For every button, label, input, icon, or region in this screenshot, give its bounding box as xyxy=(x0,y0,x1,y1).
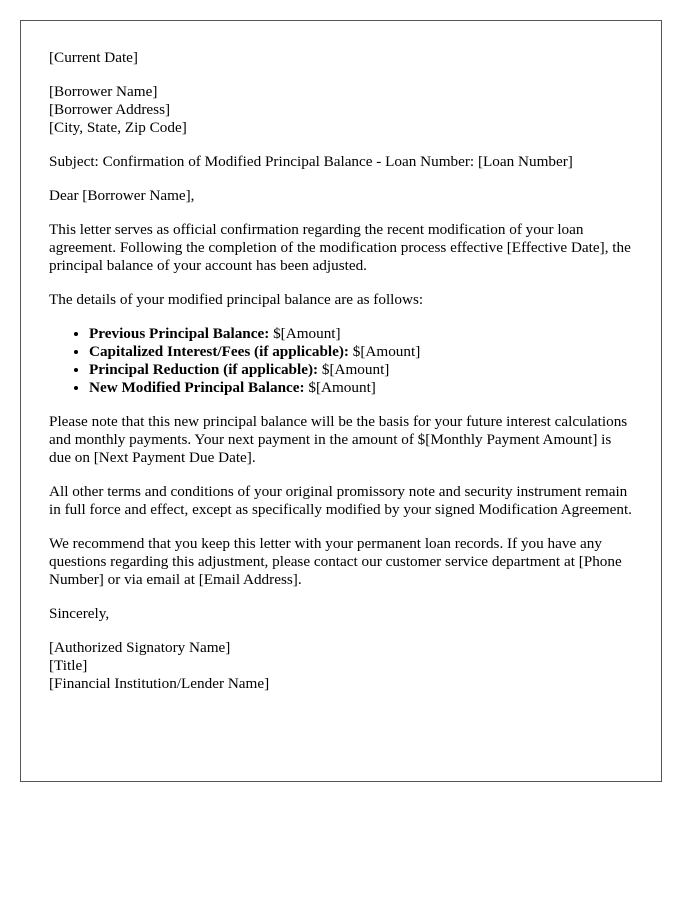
body-paragraph-3: Please note that this new principal balance will be the basis for your future interest calculations and monthly payments. Your next payment in the amount of $[Monthly Payment Amount] is due on [Next Payment Due Date]. xyxy=(49,413,628,466)
signatory-name: [Authorized Signatory Name] xyxy=(49,639,231,656)
detail-value: $[Amount] xyxy=(318,361,390,378)
detail-value: $[Amount] xyxy=(269,325,341,342)
detail-item-new-balance xyxy=(89,379,633,397)
recipient-address: [Borrower Address] xyxy=(49,101,171,118)
letter-date: [Current Date] xyxy=(49,49,138,66)
recipient-address-block xyxy=(49,83,633,137)
letter-closing: Sincerely, xyxy=(49,605,110,622)
body-paragraph-4: All other terms and conditions of your original promissory note and security instrument remain in full force and effect, except as specifically modified by your signed Modification Agreement. xyxy=(49,483,632,518)
signature-block xyxy=(49,639,633,693)
detail-item-principal-reduction xyxy=(89,361,633,379)
letter-subject: Subject: Confirmation of Modified Principal Balance - Loan Number: [Loan Number] xyxy=(49,153,573,170)
recipient-name: [Borrower Name] xyxy=(49,83,158,100)
letter-salutation: Dear [Borrower Name], xyxy=(49,187,195,204)
signatory-title: [Title] xyxy=(49,657,88,674)
detail-value: $[Amount] xyxy=(304,379,376,396)
balance-details-list xyxy=(49,325,633,397)
detail-label: New Modified Principal Balance: xyxy=(89,379,305,396)
body-paragraph-2: The details of your modified principal balance are as follows: xyxy=(49,291,424,308)
detail-value: $[Amount] xyxy=(348,343,421,360)
detail-label: Capitalized Interest/Fees (if applicable): xyxy=(89,343,349,360)
letter-page xyxy=(20,20,662,782)
body-paragraph-1: This letter serves as official confirmation regarding the recent modification of your loan agreement. Following the completion of the modification process effective [Effective Date], the principal balance of your account has been adjusted. xyxy=(49,221,631,274)
body-paragraph-5: We recommend that you keep this letter with your permanent loan records. If you have any questions regarding this adjustment, please contact our customer service department at [Phone Number] or via email at [Email Address]. xyxy=(49,535,622,588)
recipient-city-state-zip: [City, State, Zip Code] xyxy=(49,119,187,136)
detail-label: Principal Reduction (if applicable): xyxy=(89,361,319,378)
signatory-institution: [Financial Institution/Lender Name] xyxy=(49,675,270,692)
detail-label: Previous Principal Balance: xyxy=(89,325,270,342)
detail-item-previous-balance xyxy=(89,325,633,343)
detail-item-capitalized-interest xyxy=(89,343,633,361)
